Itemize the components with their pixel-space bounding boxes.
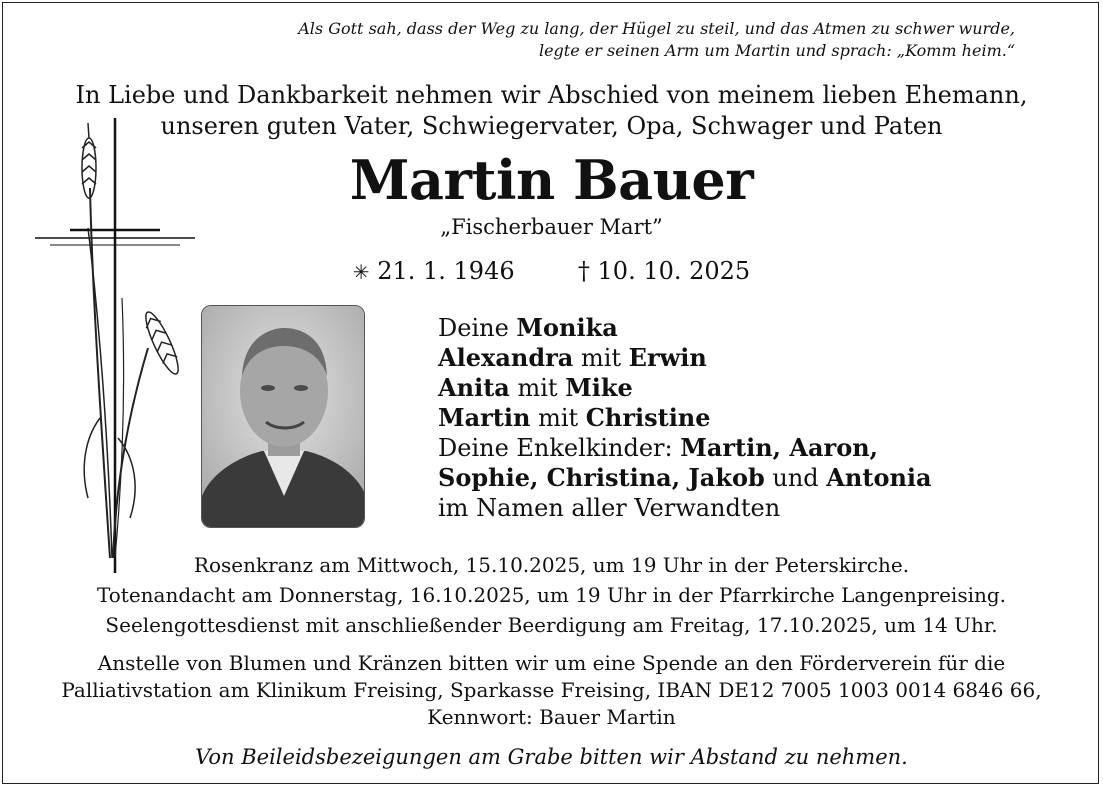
asterisk-birth-icon: ✳ [352, 260, 370, 284]
family-grandchildren: Deine Enkelkinder: Martin, Aaron, [438, 433, 879, 462]
family-couple: Alexandra mit Erwin [438, 343, 707, 372]
family-couple: Anita mit Mike [438, 373, 633, 402]
death-date: 10. 10. 2025 [597, 257, 751, 285]
life-dates [0, 256, 1103, 287]
family-couple: Martin mit Christine [438, 403, 711, 432]
deceased-name: Martin Bauer [349, 148, 754, 212]
donation-notice [0, 650, 1103, 731]
service-vigil: Totenandacht am Donnerstag, 16.10.2025, um 19 Uhr in der Pfarrkirche Langenpreising. [96, 583, 1007, 607]
nickname: „Fischerbauer Mart” [440, 215, 663, 239]
closing-note: Von Beileidsbezeigungen am Grabe bitten wir Abstand zu nehmen. [195, 745, 908, 769]
service-schedule [0, 550, 1103, 640]
wife-name: Monika [516, 313, 618, 342]
service-funeral: Seelengottesdienst mit anschließender Beerdigung am Freitag, 17.10.2025, um 14 Uhr. [105, 613, 998, 637]
service-rosary: Rosenkranz am Mittwoch, 15.10.2025, um 19 Uhr in der Peterskirche. [193, 553, 910, 577]
family-list [438, 313, 932, 523]
family-relatives: im Namen aller Verwandten [438, 494, 781, 522]
portrait-image [202, 306, 365, 528]
donation-line-3: Kennwort: Bauer Martin [427, 705, 676, 729]
family-grandchildren-cont: Sophie, Christina, Jakob und Antonia [438, 463, 932, 492]
birth-date: 21. 1. 1946 [377, 257, 515, 285]
family-wife: Deine Monika [438, 313, 618, 342]
portrait-photo [201, 305, 365, 528]
intro-line-2: unseren guten Vater, Schwiegervater, Opa, Schwager und Paten [160, 112, 943, 140]
dagger-death-icon: † [577, 257, 590, 285]
quote-line-1: Als Gott sah, dass der Weg zu lang, der Hügel zu steil, und das Atmen zu schwer wurde, [298, 19, 1015, 38]
memorial-quote [115, 18, 1015, 62]
quote-line-2: legte er seinen Arm um Martin und sprach: „Komm heim.“ [538, 41, 1015, 60]
donation-line-2: Palliativstation am Klinikum Freising, Sparkasse Freising, IBAN DE12 7005 1003 0014 6846 66, [61, 678, 1042, 702]
donation-line-1: Anstelle von Blumen und Kränzen bitten wir um eine Spende an den Förderverein für die [97, 651, 1006, 675]
intro-line-1: In Liebe und Dankbarkeit nehmen wir Abschied von meinem lieben Ehemann, [75, 81, 1028, 109]
